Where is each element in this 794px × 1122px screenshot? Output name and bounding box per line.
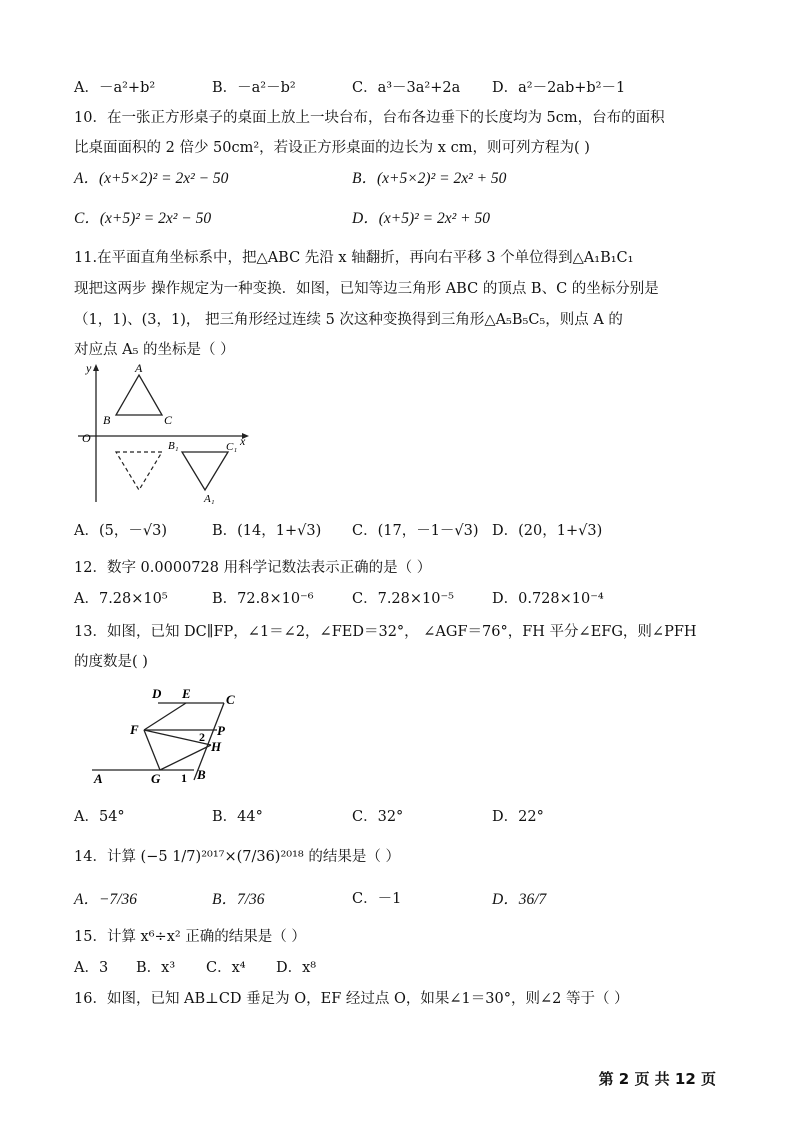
q10-option-a: A．(x+5×2)² = 2x² − 50 [74, 170, 229, 187]
q13-label-p: P [217, 723, 225, 738]
q11-coordinate-figure [74, 360, 259, 505]
q12-stem: 12．数字 0.0000728 用科学记数法表示正确的是（ ） [74, 560, 432, 576]
q12-option-a: A．7.28×10⁵ [74, 591, 168, 607]
q12-option-c: C．7.28×10⁻⁵ [352, 591, 454, 607]
q13-label-h: H [211, 739, 222, 754]
q14-stem: 14．计算 (−5 1/7)²⁰¹⁷×(7/36)²⁰¹⁸ 的结果是（ ） [74, 849, 400, 865]
q13-line-fg [144, 730, 160, 770]
q13-label-c: C [226, 692, 235, 707]
q13-label-a: A [94, 771, 103, 786]
q13-label-e: E [182, 686, 191, 701]
q14-option-d: D．36/7 [492, 891, 547, 908]
q10-stem-line2: 比桌面面积的 2 倍少 50cm²，若设正方形桌面的边长为 x cm，则可列方程为( ) [74, 140, 590, 156]
q11-stem-line1: 11.在平面直角坐标系中，把△ABC 先沿 x 轴翻折，再向右平移 3 个单位得到△A₁B₁C₁ [74, 250, 634, 266]
q13-label-g: G [151, 771, 161, 786]
q11-option-b: B．(14，1+√3) [212, 523, 322, 539]
q16-stem: 16．如图，已知 AB⊥CD 垂足为 O，EF 经过点 O，如果∠1＝30°，则∠2 等于（ ） [74, 991, 629, 1007]
q13-options [74, 805, 724, 827]
q11-label-b: B [103, 413, 111, 427]
q10-options-cd [74, 206, 724, 228]
q14-option-a: A．−7/36 [74, 891, 137, 908]
q13-label-b: B [197, 767, 206, 782]
q15-option-b: B．x³ [136, 960, 176, 976]
q11-label-b1: B₁ [168, 440, 179, 452]
q12-option-b: B．72.8×10⁻⁶ [212, 591, 314, 607]
q9-option-d: D．a²－2ab+b²－1 [492, 80, 626, 96]
q10-option-d: D．(x+5)² = 2x² + 50 [352, 210, 490, 227]
q13-label-1: 1 [181, 771, 187, 785]
q11-stem-line4: 对应点 A₅ 的坐标是（ ） [74, 342, 235, 358]
q13-option-c: C．32° [352, 809, 404, 825]
q14-options [74, 887, 724, 909]
q13-stem-line2: 的度数是( ) [74, 654, 148, 670]
q14-option-c: C．－1 [352, 891, 402, 907]
q11-triangle-a1b1c1 [182, 452, 228, 490]
q13-label-f: F [130, 722, 139, 737]
q13-label-2: 2 [199, 730, 205, 744]
q11-label-y: y [86, 361, 92, 375]
page-footer: 第 2 页 共 12 页 [598, 1070, 716, 1088]
q13-option-a: A．54° [74, 809, 125, 825]
q11-label-o: O [82, 431, 91, 445]
q11-option-c: C．(17，－1－√3) [352, 523, 479, 539]
q9-options [74, 76, 724, 98]
q15-stem: 15．计算 x⁶÷x² 正确的结果是（ ） [74, 929, 306, 945]
q11-label-a1: A₁ [204, 493, 215, 505]
q13-geometry-figure [86, 682, 286, 792]
q9-option-a: A．－a²+b² [74, 80, 156, 96]
q11-label-c: C [164, 413, 173, 427]
q11-label-c1: C₁ [226, 441, 238, 453]
q13-line-fe [144, 703, 186, 730]
q10-options-ab [74, 166, 724, 188]
q13-label-d: D [152, 686, 162, 701]
q11-stem-line3: （1，1)、(3，1)， 把三角形经过连续 5 次这种变换得到三角形△A₅B₅C₅，则点 A 的 [74, 312, 623, 328]
q15-option-a: A．3 [74, 960, 109, 976]
q13-option-d: D．22° [492, 809, 544, 825]
q9-option-c: C．a³－3a²+2a [352, 80, 461, 96]
q15-options [74, 956, 724, 978]
q12-option-d: D．0.728×10⁻⁴ [492, 591, 604, 607]
q11-y-arrow [93, 364, 99, 371]
q9-option-b: B．－a²－b² [212, 80, 296, 96]
q11-triangle-abc [116, 375, 162, 415]
q11-option-a: A．(5，－√3) [74, 523, 167, 539]
q11-label-a: A [135, 361, 143, 375]
q15-option-c: C．x⁴ [206, 960, 246, 976]
q11-stem-line2: 现把这两步 操作规定为一种变换．如图，已知等边三角形 ABC 的顶点 B、C 的坐标分别是 [74, 281, 659, 297]
q11-label-x: x [240, 434, 246, 448]
q14-option-b: B．7/36 [212, 891, 265, 908]
q10-option-b: B．(x+5×2)² = 2x² + 50 [352, 170, 507, 187]
q10-stem-line1: 10．在一张正方形桌子的桌面上放上一块台布，台布各边垂下的长度均为 5cm，台布的面积 [74, 110, 665, 126]
q11-options [74, 519, 724, 541]
q15-option-d: D．x⁸ [276, 960, 317, 976]
q13-option-b: B．44° [212, 809, 263, 825]
q11-option-d: D．(20，1+√3) [492, 523, 603, 539]
q12-options [74, 587, 724, 609]
q13-stem-line1: 13．如图，已知 DC∥FP，∠1＝∠2，∠FED＝32°， ∠AGF＝76°，FH 平分∠EFG，则∠PFH [74, 624, 697, 640]
q11-triangle-dashed [116, 452, 162, 490]
q10-option-c: C．(x+5)² = 2x² − 50 [74, 210, 212, 227]
